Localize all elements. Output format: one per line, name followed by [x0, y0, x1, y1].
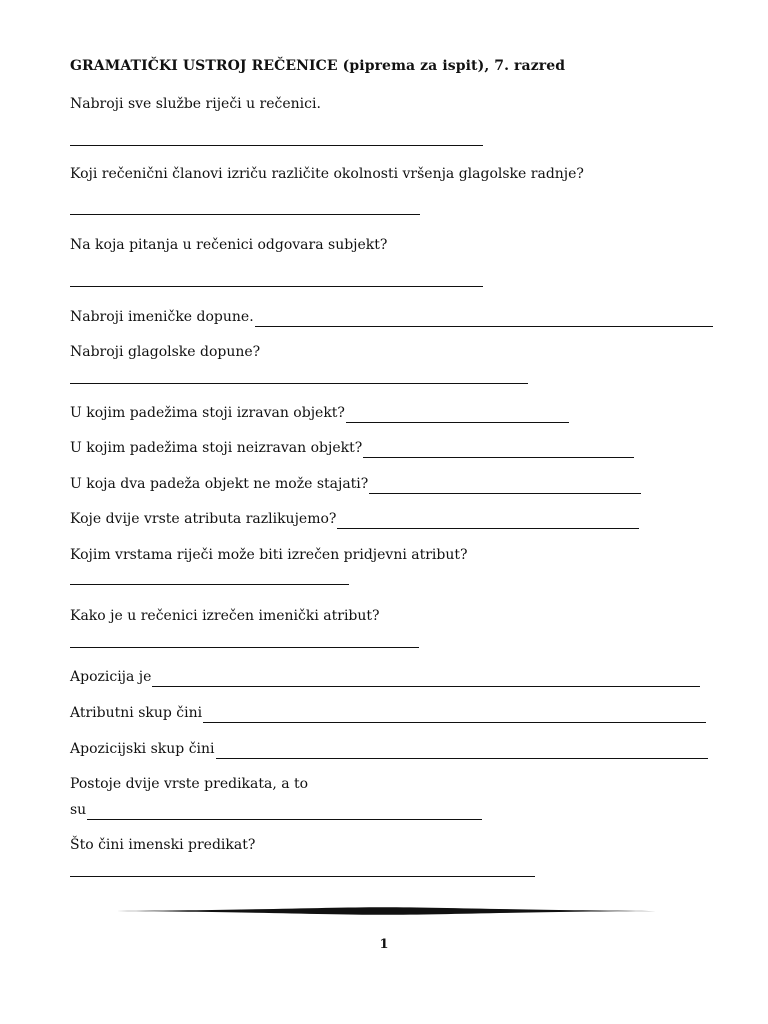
question-11: Kako je u rečenici izrečen imenički atribut? [70, 608, 380, 624]
question-4-row [70, 307, 713, 327]
worksheet-title: GRAMATIČKI USTROJ REČENICE (piprema za ispit), 7. razred [70, 58, 566, 74]
answer-line-13 [203, 708, 706, 723]
answer-line-12 [152, 672, 700, 687]
question-6-row [70, 403, 569, 423]
question-12-row [70, 667, 700, 687]
page-number: 1 [379, 937, 389, 952]
question-14: Apozicijski skup čini [70, 741, 215, 757]
question-8: U koja dva padeža objekt ne može stajati? [70, 476, 369, 492]
question-7-row [70, 438, 634, 458]
answer-line-7 [363, 443, 634, 458]
answer-line-10 [70, 584, 349, 585]
question-14-row [70, 739, 708, 759]
answer-line-4 [255, 312, 713, 327]
question-2: Koji rečenični članovi izriču različite okolnosti vršenja glagolske radnje? [70, 166, 584, 182]
question-9: Koje dvije vrste atributa razlikujemo? [70, 511, 337, 527]
question-9-row [70, 509, 639, 529]
answer-line-15 [87, 805, 482, 820]
question-10: Kojim vrstama riječi može biti izrečen pridjevni atribut? [70, 547, 468, 563]
answer-line-2 [70, 214, 420, 215]
question-15: Postoje dvije vrste predikata, a to [70, 776, 309, 792]
answer-line-9 [337, 514, 639, 529]
question-7: U kojim padežima stoji neizravan objekt? [70, 440, 363, 456]
answer-line-14 [216, 744, 708, 759]
answer-line-1 [70, 145, 483, 146]
question-13-row [70, 703, 706, 723]
question-13: Atributni skup čini [70, 705, 203, 721]
question-15-continuation-row [70, 800, 482, 820]
question-3: Na koja pitanja u rečenici odgovara subjekt? [70, 237, 388, 253]
question-15-continuation: su [70, 802, 87, 818]
question-4: Nabroji imeničke dopune. [70, 309, 254, 325]
answer-line-3 [70, 286, 483, 287]
answer-line-5 [70, 383, 528, 384]
question-1: Nabroji sve službe riječi u rečenici. [70, 96, 321, 112]
question-8-row [70, 474, 641, 494]
question-12: Apozicija je [70, 669, 152, 685]
answer-line-11 [70, 647, 419, 648]
ornamental-divider [105, 904, 663, 918]
question-5: Nabroji glagolske dopune? [70, 344, 261, 360]
answer-line-8 [369, 479, 641, 494]
answer-line-6 [346, 408, 569, 423]
question-6: U kojim padežima stoji izravan objekt? [70, 405, 345, 421]
answer-line-16 [70, 876, 535, 877]
question-16: Što čini imenski predikat? [70, 837, 256, 853]
